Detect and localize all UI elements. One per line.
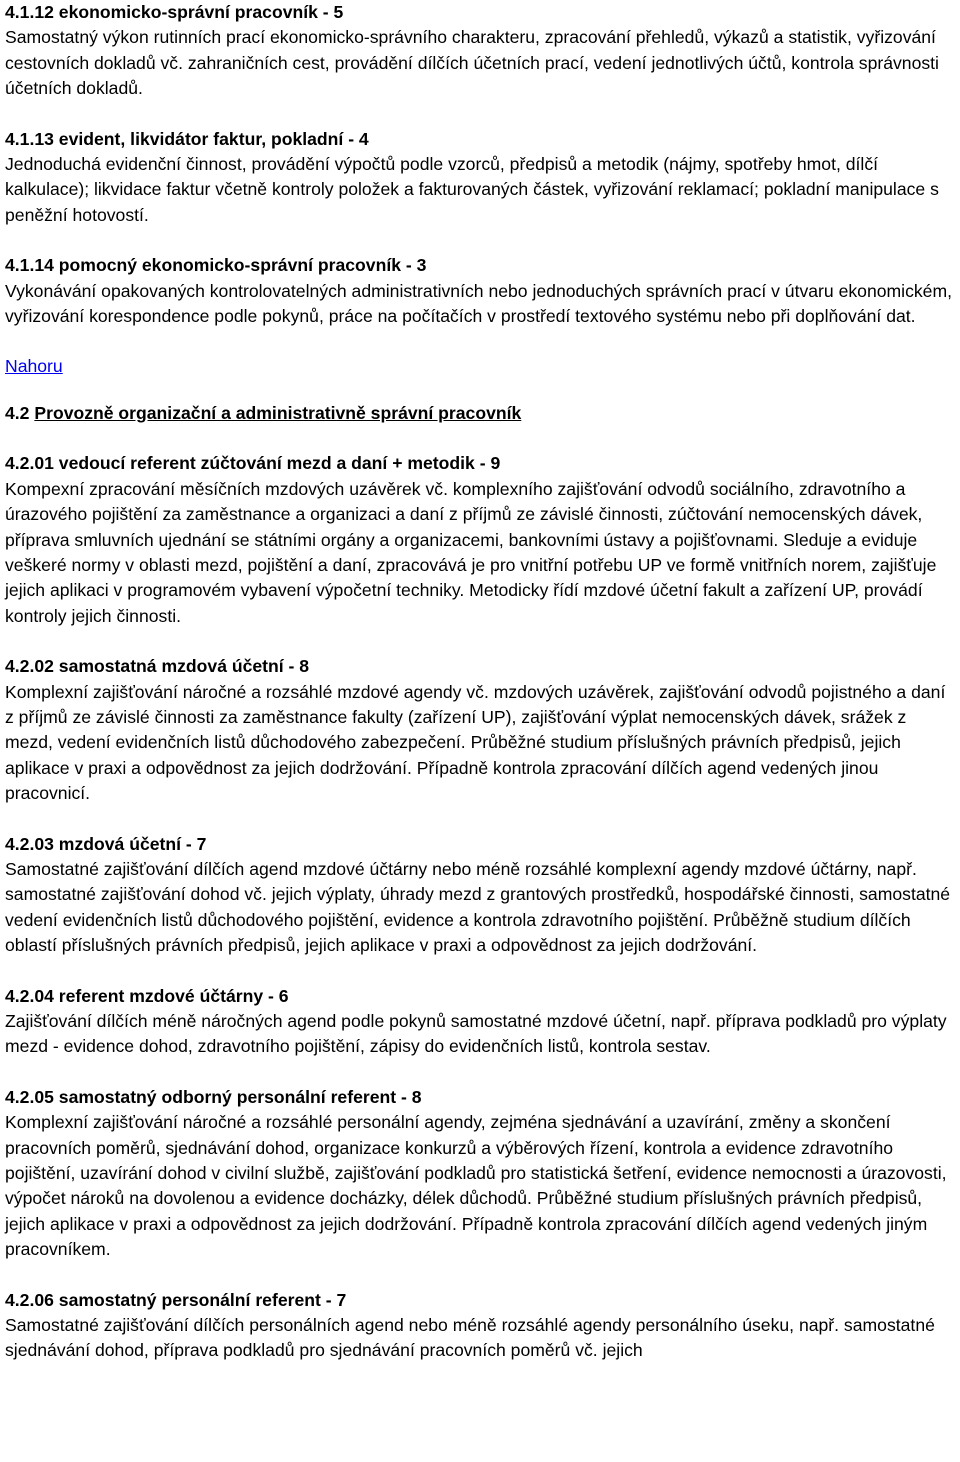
section-number: 4.2 [5,402,30,423]
job-heading: 4.2.04 referent mzdové účtárny - 6 [5,985,289,1006]
job-description: Zajišťování dílčích méně náročných agend podle pokynů samostatné mzdové účetní, např. příprava podkladů pro výplaty mezd - evidence dohod, zdravotního pojištění, zápisy do evidenčních listů, kontrola sestav. [5,1011,947,1057]
job-heading: 4.1.14 pomocný ekonomicko-správní pracovník - 3 [5,255,427,276]
section-heading-4-2 [5,401,955,426]
job-description: Kompexní zpracování měsíčních mzdových uzávěrek vč. komplexního zajišťování odvodů sociálního, zdravotního a úrazového pojištění za zaměstnance a organizaci a daní z příjmů ze závislé činnosti, zúčtování nemocenských dávek, příprava smluvních ujednání se státními orgány a organizacemi, bankovními ústavy a pojišťovnami. Sleduje a eviduje veškeré normy v oblasti mezd, pojištění a daní, zpracovává je pro vnitřní potřebu UP ve formě vnitřních norem, zajišťuje jejich aplikaci v programovém vybavení výpočetní techniky. Metodicky řídí mzdové účetní fakult a zařízení UP, provádí kontroly jejich činnosti. [5,478,937,626]
job-entry-4-2-05 [5,1085,955,1263]
job-entry-4-2-02 [5,654,955,806]
job-heading: 4.2.02 samostatná mzdová účetní - 8 [5,656,310,677]
document-page [5,0,955,1364]
back-to-top-link[interactable]: Nahoru [5,356,63,377]
job-entry-4-1-13 [5,127,955,229]
section-title-link[interactable]: Provozně organizační a administrativně správní pracovník [34,402,522,423]
job-description: Komplexní zajišťování náročné a rozsáhlé personální agendy, zejména sjednávání a uzavírání, změny a skončení pracovních poměrů, sjednávání dohod, organizace konkurzů a výběrových řízení, kontrola a evidence zdravotního pojištění, uzavírání dohod v civilní službě, zajišťování podkladů pro statistická šetření, evidence nemocnosti a úrazovosti, výpočet nároků na dovolenou a evidence docházky, délek důchodů. Průběžné studium příslušných právních předpisů, jejich aplikace v praxi a odpovědnost za jejich dodržování. Případně kontrola zpracování dílčích agend vedených jiným pracovníkem. [5,1112,947,1260]
job-heading: 4.2.05 samostatný odborný personální referent - 8 [5,1086,422,1107]
job-heading: 4.2.03 mzdová účetní - 7 [5,833,207,854]
job-description: Samostatný výkon rutinních prací ekonomicko-správního charakteru, zpracování přehledů, výkazů a statistik, vyřizování cestovních dokladů vč. zahraničních cest, provádění dílčích účetních prací, vedení jednotlivých účtů, kontrola správnosti účetních dokladů. [5,27,939,99]
job-entry-4-1-12 [5,0,955,102]
job-heading: 4.1.13 evident, likvidátor faktur, pokladní - 4 [5,128,369,149]
job-description: Vykonávání opakovaných kontrolovatelných administrativních nebo jednoduchých správních prací v útvaru ekonomickém, vyřizování korespondence podle pokynů, práce na počítačích v prostředí textového systému nebo při doplňování dat. [5,280,952,327]
job-description: Komplexní zajišťování náročné a rozsáhlé mzdové agendy vč. mzdových uzávěrek, zajišťování odvodů pojistného a daní z příjmů ze závislé činnosti za zaměstnance fakulty (zařízení UP), zajišťování výplat nemocenských dávek, srážek z mezd, vedení evidenčních listů důchodového zabezpečení. Průběžné studium příslušných právních předpisů, jejich aplikace v praxi a odpovědnost za jejich dodržování. Případně kontrola zpracování dílčích agend vedených jinou pracovnicí. [5,681,946,804]
job-description: Jednoduchá evidenční činnost, provádění výpočtů podle vzorců, předpisů a metodik (nájmy, spotřeby hmot, dílčí kalkulace); likvidace faktur včetně kontroly položek a fakturovaných částek, vyřizování reklamací; pokladní manipulace s peněžní hotovostí. [5,154,939,225]
job-heading: 4.2.01 vedoucí referent zúčtování mezd a daní + metodik - 9 [5,453,501,474]
job-entry-4-2-04 [5,984,955,1060]
job-heading: 4.2.06 samostatný personální referent - 7 [5,1289,347,1310]
job-entry-4-2-06 [5,1288,955,1364]
job-entry-4-2-01 [5,451,955,629]
job-heading: 4.1.12 ekonomicko-správní pracovník - 5 [5,2,344,22]
job-entry-4-1-14 [5,253,955,329]
job-description: Samostatné zajišťování dílčích personálních agend nebo méně rozsáhlé agendy personálního úseku, např. samostatné sjednávání dohod, příprava podkladů pro sjednávání pracovních poměrů vč. jejich [5,1315,935,1361]
job-description: Samostatné zajišťování dílčích agend mzdové účtárny nebo méně rozsáhlé komplexní agendy mzdové účtárny, např. samostatné zajišťování dohod vč. jejich výplaty, úhrady mezd z grantových prostředků, hospodářské činnosti, samostatné vedení evidenčních listů důchodového pojištění, evidence a kontrola zdravotního pojištění. Průběžně studium dílčích oblastí příslušných právních předpisů, jejich aplikace v praxi a odpovědnost za jejich dodržování. [5,858,951,956]
job-entry-4-2-03 [5,832,955,959]
